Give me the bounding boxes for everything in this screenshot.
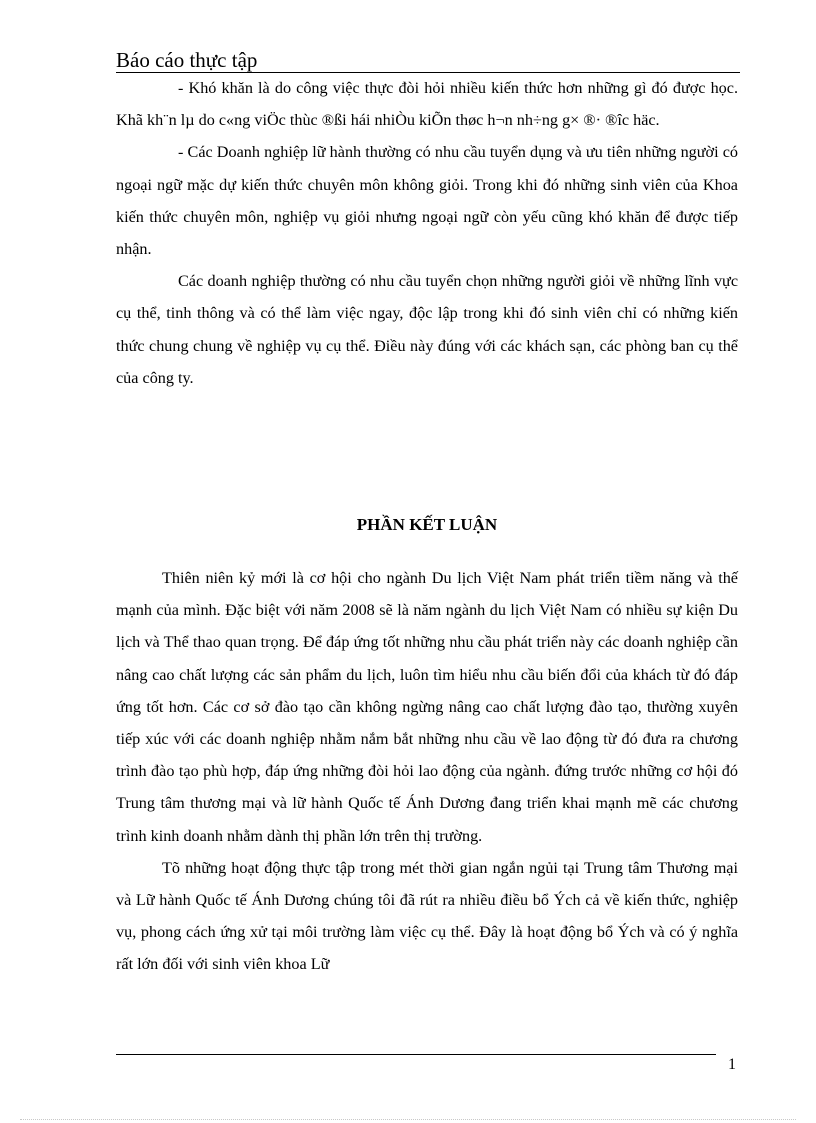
- page-edge-divider: [20, 1119, 796, 1120]
- conclusion-text-block: [116, 562, 738, 981]
- page-number: 1: [728, 1056, 736, 1073]
- paragraph-difficulty-1: - Khó khăn là do công việc thực đòi hỏi nhiều kiến thức hơn những gì đó được học. Khã kh¨n lµ do c«ng viÖc thùc ®ßi hái nhiÒu kiÕn thøc h¬n nh÷ng g× ®· ®îc häc.: [116, 79, 738, 130]
- page-header-title: Báo cáo thực tập: [116, 48, 258, 72]
- paragraph-conclusion-2: Tõ những hoạt động thực tập trong mét thời gian ngắn ngủi tại Trung tâm Thương mại và Lữ hành Quốc tế Ánh Dương chúng tôi đã rút ra nhiều điều bổ Ých cả về kiến thức, nghiệp vụ, phong cách ứng xử tại môi trường làm việc cụ thể. Đây là hoạt động bổ Ých và có ý nghĩa rất lớn đối với sinh viên khoa Lữ: [116, 858, 738, 974]
- footer-rule: [116, 1054, 716, 1055]
- paragraph-difficulty-3: Các doanh nghiệp thường có nhu cầu tuyển chọn những người giỏi về những lĩnh vực cụ thể, tinh thông và có thể làm việc ngay, độc lập trong khi đó sinh viên chỉ có những kiến thức chung chung về nghiệp vụ cụ thể. Điều này đúng với các khách sạn, các phòng ban cụ thể của công ty.: [116, 272, 738, 387]
- paragraph-difficulty-2: - Các Doanh nghiệp lữ hành thường có nhu cầu tuyển dụng và ưu tiên những người có ngoại ngữ mặc dự kiến thức chuyên môn không giỏi. Trong khi đó những sinh viên của Khoa kiến thức chuyên môn, nghiệp vụ giỏi nhưng ngoại ngữ còn yếu cũng khó khăn để được tiếp nhận.: [116, 143, 738, 259]
- top-text-block: [116, 72, 738, 394]
- paragraph-conclusion-1: Thiên niên kỷ mới là cơ hội cho ngành Du lịch Việt Nam phát triển tiềm năng và thế mạnh của mình. Đặc biệt với năm 2008 sẽ là năm ngành du lịch Việt Nam có nhiều sự kiện Du lịch và Thể thao quan trọng. Để đáp ứng tốt những nhu cầu phát triển này các doanh nghiệp cần nâng cao chất lượng các sản phẩm du lịch, luôn tìm hiểu nhu cầu biến đổi của khách từ đó đáp ứng tốt hơn. Các cơ sở đào tạo cần không ngừng nâng cao chất lượng đào tạo, thường xuyên tiếp xúc với các doanh nghiệp nhằm nắm bắt những nhu cầu về lao động từ đó đưa ra chương trình đào tạo phù hợp, đáp ứng những đòi hỏi lao động của ngành. đứng trước những cơ hội đó Trung tâm thương mại và lữ hành Quốc tế Ánh Dương đang triển khai mạnh mẽ các chương trình kinh doanh nhằm dành thị phần lớn trên thị trường.: [116, 569, 738, 845]
- conclusion-heading: PHẦN KẾT LUẬN: [356, 515, 498, 534]
